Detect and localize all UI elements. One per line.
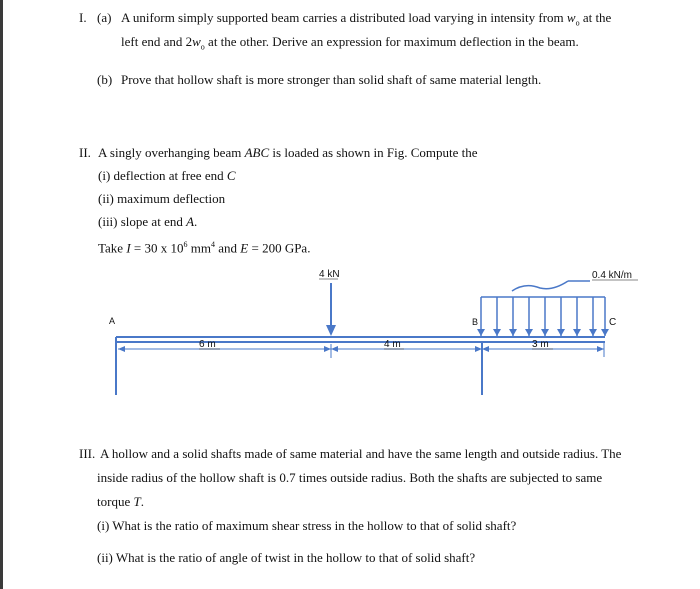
span-load-to-b-label: 4 m [384, 339, 401, 350]
udl-arrowheads [477, 329, 609, 336]
udl-load [481, 281, 605, 336]
question-2-number: II. [79, 145, 91, 160]
question-3-line3: torque T. [97, 494, 144, 509]
question-1b-label: (b) [97, 72, 113, 87]
question-3-part-ii: (ii) What is the ratio of angle of twist in the hollow to that of solid shaft? [97, 550, 476, 565]
label-underlines [199, 279, 638, 349]
question-2-part-iii: (iii) slope at end A. [98, 214, 198, 229]
question-2-part-ii: (ii) maximum deflection [98, 191, 226, 206]
point-b-label: B [472, 317, 479, 327]
udl-squiggle [512, 281, 568, 291]
question-3-line1: A hollow and a solid shafts made of same material and have the same length and outside radius. The [100, 446, 622, 461]
question-2-intro: A singly overhanging beam ABC is loaded as shown in Fig. Compute the [98, 145, 478, 160]
overhang-length-label: 3 m [532, 339, 549, 350]
question-2-given-values: Take I = 30 x $10^6$ $mm^4$ and E = 200 GPa. [98, 240, 311, 256]
question-1a-label: (a) [97, 10, 112, 25]
question-1-number: I. [79, 10, 87, 25]
udl-label: 0.4 kN/m [592, 270, 633, 281]
point-c-label: C [609, 317, 617, 328]
question-1a-line1: A uniform simply supported beam carries a distributed load varying in intensity from $w_o$ at the [121, 10, 612, 28]
question-1a-line2: left end and $2w_o$ at the other. Derive an expression for maximum deflection in the beam. [121, 34, 579, 52]
question-3-line2: inside radius of the hollow shaft is 0.7 times outside radius. Both the shafts are subjected to same [97, 470, 603, 485]
point-a-label: A [109, 316, 116, 326]
question-3-part-i: (i) What is the ratio of maximum shear stress in the hollow to that of solid shaft? [97, 518, 517, 533]
span-ab-left-label: 6 m [199, 339, 216, 350]
beam-figure [0, 255, 700, 405]
question-3-number: III. [79, 446, 96, 461]
point-load-label: 4 kN [319, 269, 340, 280]
question-2-part-i: (i) deflection at free end C [98, 168, 236, 183]
question-1b-text: Prove that hollow shaft is more stronger than solid shaft of same material length. [121, 72, 542, 87]
point-load-arrow [326, 283, 336, 336]
